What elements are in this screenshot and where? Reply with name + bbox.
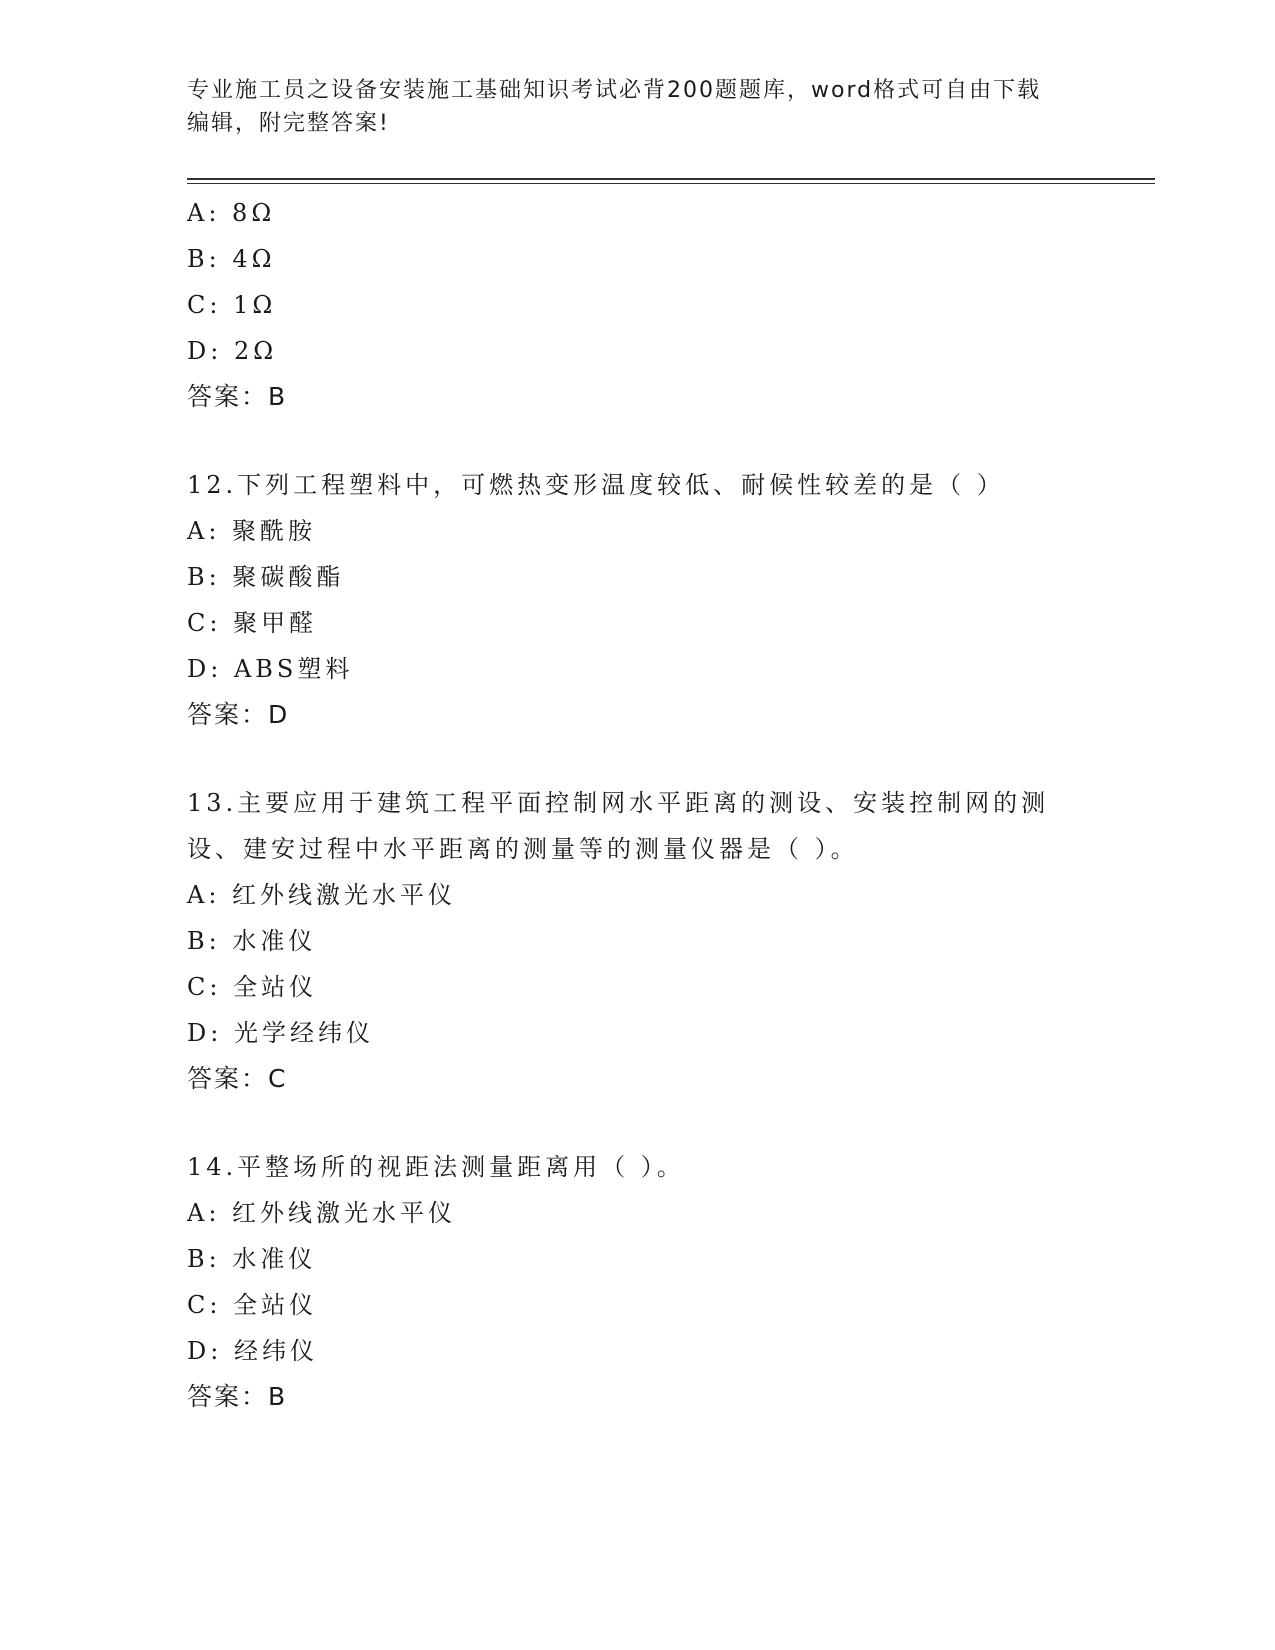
answer-line: 答案：B: [187, 1382, 288, 1411]
option-c: C: 1Ω: [187, 291, 277, 319]
option-c: C: 全站仪: [187, 973, 318, 1001]
header-line-1: 专业施工员之设备安装施工基础知识考试必背200题题库，word格式可自由下载: [187, 78, 1042, 103]
option-a: A: 8Ω: [187, 199, 276, 227]
question-12: [187, 462, 1087, 738]
option-b: B: 4Ω: [187, 245, 276, 273]
header-line-2: 编辑，附完整答案!: [187, 111, 390, 136]
option-a: A: 红外线激光水平仪: [187, 881, 457, 909]
question-stem: 12.下列工程塑料中，可燃热变形温度较低、耐候性较差的是（ ）: [187, 471, 1005, 499]
option-d: D: 光学经纬仪: [187, 1019, 374, 1047]
question-stem-line-2: 设、建安过程中水平距离的测量等的测量仪器是（ ）。: [187, 835, 859, 863]
header-rule-thin: [187, 183, 1155, 184]
question-list: [187, 190, 1087, 1420]
option-b: B: 水准仪: [187, 927, 317, 955]
option-a: A: 聚酰胺: [187, 517, 317, 545]
question-13: [187, 780, 1087, 1102]
option-d: D: 2Ω: [187, 337, 278, 365]
option-c: C: 全站仪: [187, 1291, 318, 1319]
question-14: [187, 1144, 1087, 1420]
option-a: A: 红外线激光水平仪: [187, 1199, 457, 1227]
question-stem-line-1: 13.主要应用于建筑工程平面控制网水平距离的测设、安装控制网的测: [187, 789, 1050, 817]
document-header: [187, 74, 1087, 140]
header-rule-thick: [187, 178, 1155, 180]
answer-line: 答案：C: [187, 1064, 288, 1093]
option-d: D: ABS塑料: [187, 655, 354, 683]
option-b: B: 聚碳酸酯: [187, 563, 345, 591]
answer-line: 答案：D: [187, 700, 290, 729]
question-stem: 14.平整场所的视距法测量距离用（ ）。: [187, 1153, 685, 1181]
option-b: B: 水准仪: [187, 1245, 317, 1273]
answer-line: 答案：B: [187, 382, 288, 411]
question-11: [187, 190, 1087, 420]
option-d: D: 经纬仪: [187, 1337, 318, 1365]
option-c: C: 聚甲醛: [187, 609, 318, 637]
